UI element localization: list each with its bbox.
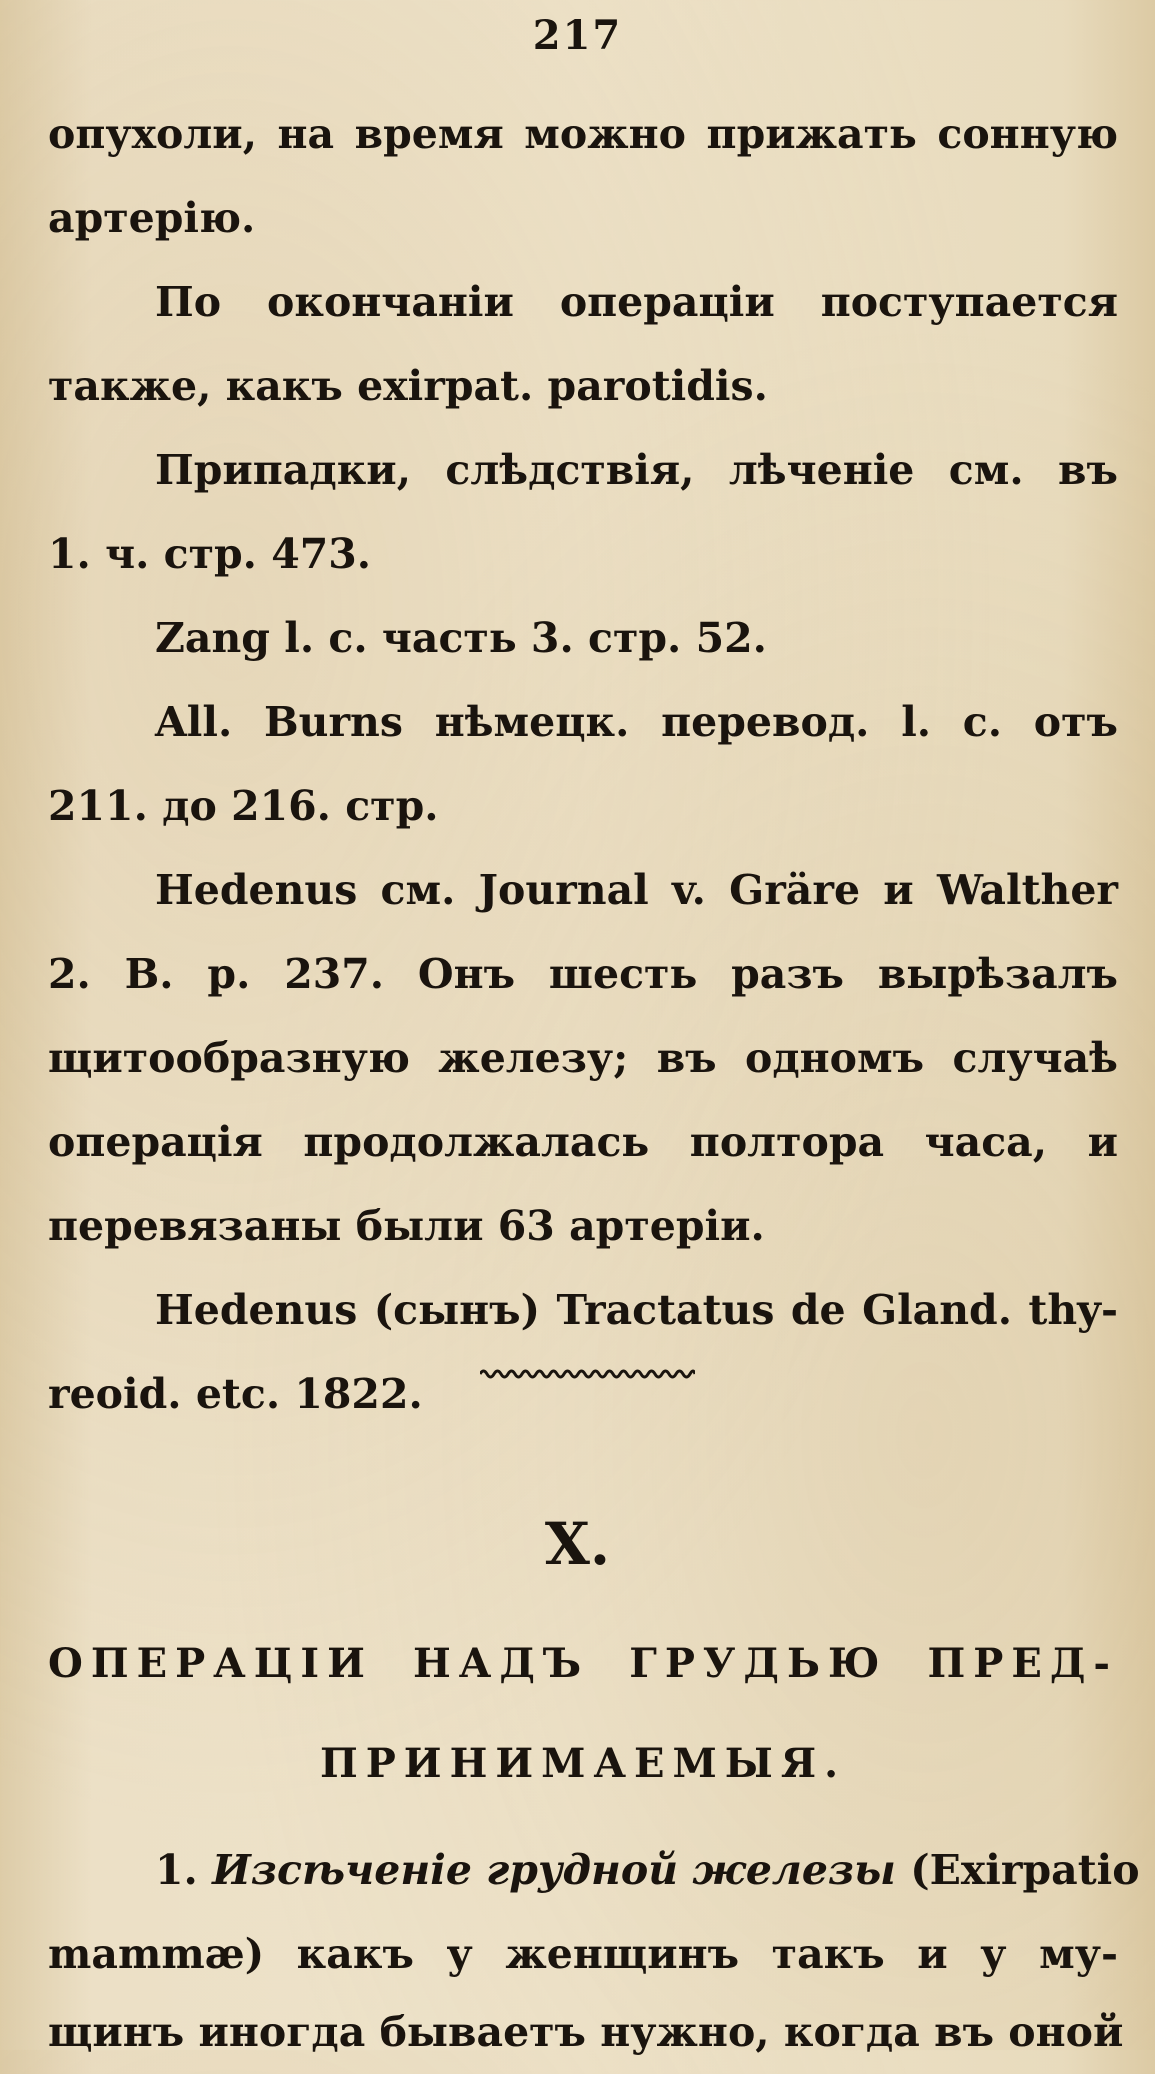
wavy-divider bbox=[480, 1367, 695, 1381]
text-line-6: 1. ч. стр. 473. bbox=[48, 530, 372, 578]
text-line-2: артерію. bbox=[48, 194, 256, 242]
text-line-16: reoid. etc. 1822. bbox=[48, 1370, 423, 1418]
paragraph-italic-title: Изсѣченіе грудной железы bbox=[212, 1846, 896, 1894]
paragraph-line-1 bbox=[155, 1828, 1140, 1912]
paragraph-line-3: щинъ иногда бываетъ нужно, когда въ оной bbox=[48, 2008, 1124, 2056]
text-line-12: щитообразную железу; въ одномъ случаѣ bbox=[48, 1034, 1118, 1082]
paragraph-number: 1. bbox=[155, 1846, 198, 1894]
text-line-9: 211. до 216. стр. bbox=[48, 782, 439, 830]
text-line-7: Zang l. c. часть 3. стр. 52. bbox=[155, 614, 767, 662]
text-line-13: операція продолжалась полтора часа, и bbox=[48, 1118, 1118, 1166]
text-line-8: All. Burns нѣмецк. перевод. l. c. отъ bbox=[155, 698, 1118, 746]
text-line-11: 2. B. p. 237. Онъ шесть разъ вырѣзалъ bbox=[48, 950, 1118, 998]
text-line-3: По окончаніи операціи поступается bbox=[155, 278, 1118, 326]
paragraph-latin-term: (Exirpatio bbox=[910, 1846, 1140, 1894]
text-line-5: Припадки, слѣдствія, лѣченіе см. въ bbox=[155, 446, 1118, 494]
text-line-14: перевязаны были 63 артеріи. bbox=[48, 1202, 765, 1250]
text-line-4: также, какъ exirpat. parotidis. bbox=[48, 362, 768, 410]
paragraph-line-2: mammæ) какъ у женщинъ такъ и у му- bbox=[48, 1930, 1118, 1978]
section-heading-line-1: ОПЕРАЦІИ НАДЪ ГРУДЬЮ ПРЕД- bbox=[48, 1640, 1118, 1687]
text-line-15: Hedenus (сынъ) Tractatus de Gland. thy- bbox=[155, 1286, 1118, 1334]
text-line-1: опухоли, на время можно прижать сонную bbox=[48, 110, 1118, 158]
page-number: 217 bbox=[532, 12, 623, 59]
text-line-10: Hedenus см. Journal v. Gräre и Walther bbox=[155, 866, 1118, 914]
section-heading-line-2: ПРИНИМАЕМЫЯ. bbox=[319, 1740, 847, 1787]
section-number: X. bbox=[544, 1510, 611, 1578]
